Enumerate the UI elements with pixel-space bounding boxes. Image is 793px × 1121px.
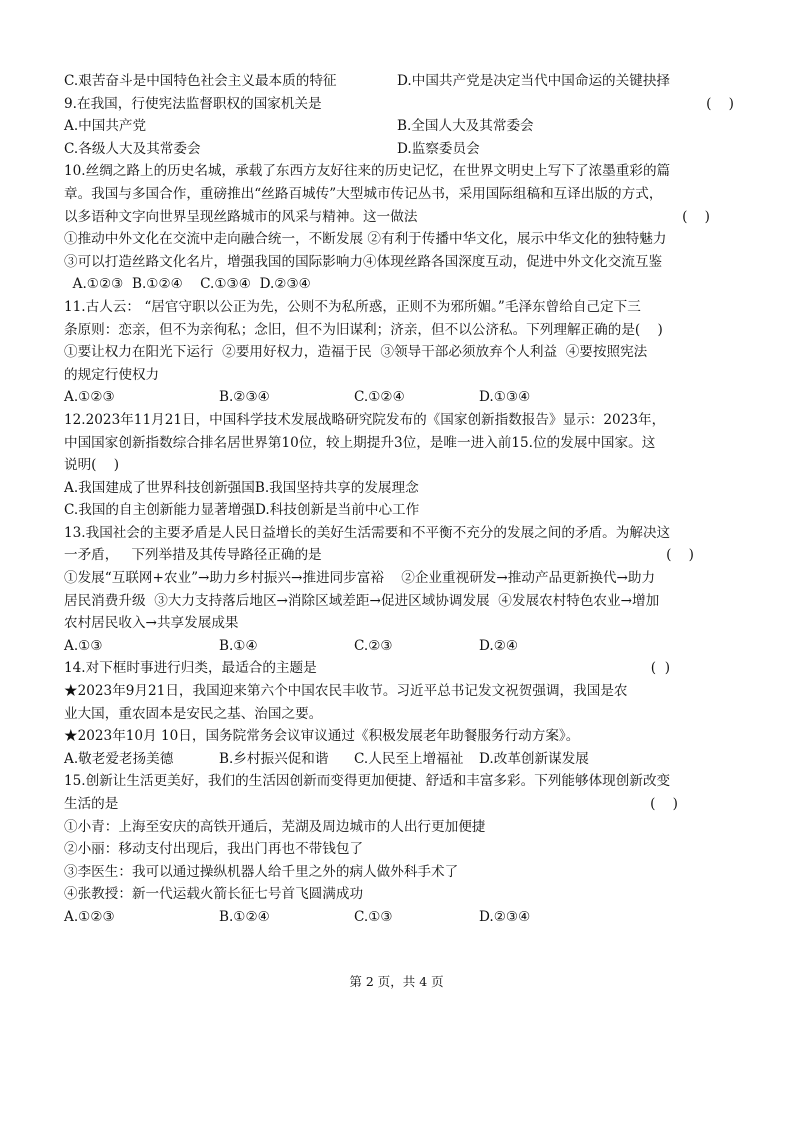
q15-option-a: A.①②③ [64, 908, 115, 925]
q11-line-4: 的规定行使权力 [64, 366, 160, 383]
q8-option-c: C.艰苦奋斗是中国特色社会主义最本质的特征 [64, 73, 337, 89]
q13-option-d: D.②④ [479, 637, 519, 654]
q15-line-3: ①小青：上海至安庆的高铁开通后，芜湖及周边城市的人出行更加便捷 [64, 818, 486, 835]
q9-options-cd [64, 138, 734, 161]
q13-line-2 [64, 544, 734, 567]
q15-line-2 [64, 793, 734, 816]
q15-line-5: ③李医生：我可以通过操纵机器人给千里之外的病人做外科手术了 [64, 863, 459, 880]
q9-answer-paren: ( ) [706, 95, 734, 112]
q14-option-b: B.乡村振兴促和谐 [219, 750, 329, 767]
q13-stem-end: 一矛盾， 下列举措及其传导路径正确的是 [64, 547, 322, 564]
q13-line-4: 居民消费升级 ③大力支持落后地区→消除区域差距→促进区域协调发展 ④发展农村特色农业→增加 [64, 592, 660, 609]
q13-line-3: ①发展“互联网+农业”→助力乡村振兴→推进同步富裕 ②企业重视研发→推动产品更新换代→助力 [64, 570, 656, 587]
q12-line-1: 12.2023年11月21日，中国科学技术发展战略研究院发布的《国家创新指数报告》显示：2023年， [64, 411, 666, 428]
q15-line-1: 15.创新让生活更美好，我们的生活因创新而变得更加便捷、舒适和丰富多彩。下列能够体现创新改变 [64, 773, 671, 790]
q10-line-3 [64, 206, 734, 229]
q11-option-b: B.②③④ [219, 389, 270, 406]
page-number-footer: 第 2 页，共 4 页 [349, 974, 444, 989]
q10-answer-paren: ( ) [682, 208, 710, 225]
q11-line-3: ①要让权力在阳光下运行 ②要用好权力，造福于民 ③领导干部必须放弃个人利益 ④要按照宪法 [64, 344, 648, 361]
q12-options-cd: C.我国的自主创新能力显著增强D.科技创新是当前中心工作 [64, 502, 420, 519]
q13-options [64, 635, 734, 658]
q14-option-d: D.改革创新谋发展 [479, 750, 589, 767]
q15-line-4: ②小丽：移动支付出现后，我出门再也不带钱包了 [64, 841, 364, 858]
q10-options: A.①②③ B.①②④ C.①③④ D.②③④ [64, 276, 311, 293]
q12-options-ab: A.我国建成了世界科技创新强国B.我国坚持共享的发展理念 [64, 479, 419, 496]
q13-line-1: 13.我国社会的主要矛盾是人民日益增长的美好生活需要和不平衡不充分的发展之间的矛盾。为解决这 [64, 524, 671, 541]
q14-answer-paren: ( ) [650, 660, 670, 677]
q13-line-5: 农村居民收入→共享发展成果 [64, 615, 239, 632]
q9-option-c: C.各级人大及其常委会 [64, 140, 201, 157]
q15-option-c: C.①③ [354, 908, 393, 925]
q15-answer-paren: ( ) [650, 796, 678, 812]
q9-option-d: D.监察委员会 [397, 140, 480, 157]
q11-option-c: C.①②④ [354, 389, 405, 406]
q9-stem [64, 93, 734, 116]
q15-option-d: D.②③④ [479, 908, 531, 925]
q10-line-2: 章。我国与多国合作，重磅推出“丝路百城传”大型城市传记丛书，采用国际组稿和互译出版的方式， [64, 185, 663, 202]
q14-options [64, 748, 734, 771]
q13-option-a: A.①③ [64, 637, 103, 654]
q10-line-5: ③可以打造丝路文化名片，增强我国的国际影响力④体现丝路各国深度互动，促进中外文化交流互鉴 [64, 253, 663, 270]
q15-line-6: ④张教授：新一代运载火箭长征七号首飞圆满成功 [64, 886, 364, 903]
q15-options [64, 906, 734, 929]
q12-line-3: 说明( ) [64, 457, 120, 474]
q13-answer-paren: ( ) [666, 547, 694, 564]
q10-line-1: 10.丝绸之路上的历史名城，承载了东西方友好往来的历史记忆，在世界文明史上写下了浓墨重彩的篇 [64, 163, 671, 180]
q14-box-line-3: ★2023年10月 10日，国务院常务会议审议通过《积极发展老年助餐服务行动方案》。 [64, 728, 580, 745]
q9-stem-text: 9.在我国，行使宪法监督职权的国家机关是 [64, 95, 322, 112]
q11-line-1: 11.古人云： “居官守职以公正为先，公则不为私所惑，正则不为邪所媚。”毛泽东曾给自己定下三 [64, 298, 641, 315]
q12-line-2: 中国国家创新指数综合排名居世界第10位，较上期提升3位，是唯一进入前15.位的发展中国家。这 [64, 434, 656, 451]
q14-option-c: C.人民至上增福祉 [354, 750, 464, 767]
q10-line-4: ①推动中外文化在交流中走向融合统一，不断发展 ②有利于传播中华文化，展示中华文化的独特魅力 [64, 231, 667, 248]
q9-option-b: B.全国人大及其常委会 [397, 118, 534, 135]
q14-stem [64, 657, 734, 680]
q11-line-2: 条原则：恋亲，但不为亲徇私；念旧，但不为旧谋利；济亲，但不以公济私。下列理解正确的是( ) [64, 321, 663, 338]
q8-options [64, 70, 734, 93]
question-list [64, 70, 734, 929]
q8-option-d: D.中国共产党是决定当代中国命运的关键抉择 [397, 73, 671, 89]
q11-option-d: D.①③④ [479, 389, 531, 406]
q14-option-a: A.敬老爱老扬美德 [64, 750, 174, 767]
q14-stem-text: 14.对下框时事进行归类，最适合的主题是 [64, 660, 317, 677]
q15-option-b: B.①②④ [219, 908, 270, 925]
q14-box-line-2: 业大国，重农固本是安民之基、治国之要。 [64, 705, 323, 722]
q15-stem-end: 生活的是 [64, 796, 119, 812]
q9-option-a: A.中国共产党 [64, 118, 147, 135]
q10-stem-end: 以多语种文字向世界呈现丝路城市的风采与精神。这一做法 [64, 208, 418, 225]
q13-option-b: B.①④ [219, 637, 258, 654]
q14-box-line-1: ★2023年9月21日，我国迎来第六个中国农民丰收节。习近平总书记发文祝贺强调，我国是农 [64, 683, 628, 700]
q11-options [64, 386, 734, 409]
q13-option-c: C.②③ [354, 637, 393, 654]
q9-options-ab [64, 115, 734, 138]
q11-option-a: A.①②③ [64, 389, 115, 406]
